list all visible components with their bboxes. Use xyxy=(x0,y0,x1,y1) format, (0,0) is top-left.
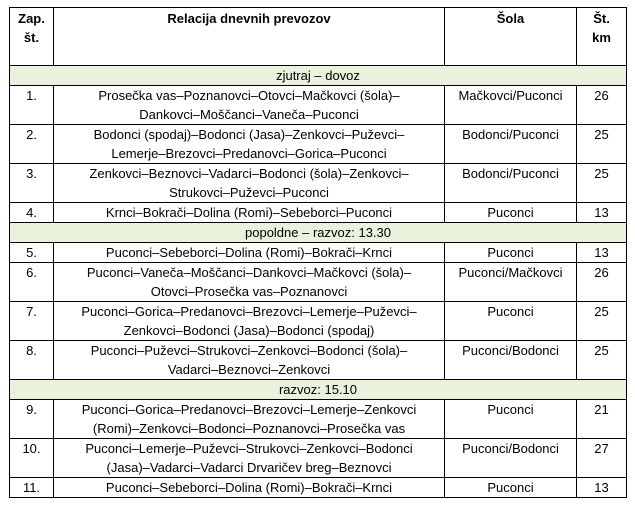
route-line: Puconci–Sebeborci–Dolina (Romi)–Bokrači–Krnci xyxy=(105,480,393,495)
route-cell xyxy=(54,263,445,302)
row-number: 6. xyxy=(10,263,54,302)
route-line: Puconci–Gorica–Predanovci–Brezovci–Lemerje–Zenkovci xyxy=(81,402,417,417)
route-cell xyxy=(54,243,445,263)
row-number: 9. xyxy=(10,400,54,439)
route-cell xyxy=(54,400,445,439)
route-line: (Jasa)–Vadarci–Vadarci Drvaričev breg–Beznovci xyxy=(106,460,392,475)
km-cell: 13 xyxy=(577,478,627,498)
section-title: popoldne – razvoz: 13.30 xyxy=(10,223,627,243)
schedule-body xyxy=(10,66,627,498)
row-number: 4. xyxy=(10,203,54,223)
km-cell: 26 xyxy=(577,263,627,302)
school-cell: Puconci xyxy=(445,203,577,223)
route-cell xyxy=(54,302,445,341)
school-cell: Puconci/Mačkovci xyxy=(445,263,577,302)
table-row xyxy=(10,203,627,223)
route-line: (Romi)–Zenkovci–Bodonci–Poznanovci–Prosečka vas xyxy=(92,421,406,436)
school-cell: Puconci xyxy=(445,400,577,439)
route-line: Krnci–Bokrači–Dolina (Romi)–Sebeborci–Puconci xyxy=(105,205,393,220)
header-km xyxy=(577,8,627,66)
km-cell: 25 xyxy=(577,341,627,380)
route-line: Puconci–Lemerje–Puževci–Strukovci–Zenkovci–Bodonci xyxy=(85,441,413,456)
row-number: 7. xyxy=(10,302,54,341)
table-row xyxy=(10,439,627,478)
km-cell: 26 xyxy=(577,86,627,125)
route-line: Zenkovci–Beznovci–Vadarci–Bodonci (šola)–Zenkovci– xyxy=(89,166,409,181)
row-number: 3. xyxy=(10,164,54,203)
school-cell: Bodonci/Puconci xyxy=(445,125,577,164)
km-cell: 25 xyxy=(577,302,627,341)
row-number: 5. xyxy=(10,243,54,263)
transport-schedule-table xyxy=(9,7,627,498)
row-number: 10. xyxy=(10,439,54,478)
route-line: Bodonci (spodaj)–Bodonci (Jasa)–Zenkovci–Puževci– xyxy=(93,127,405,142)
route-line: Otovci–Prosečka vas–Poznanovci xyxy=(150,284,348,299)
section-title: razvoz: 15.10 xyxy=(10,380,627,400)
school-cell: Bodonci/Puconci xyxy=(445,164,577,203)
route-line: Puconci–Vaneča–Moščanci–Dankovci–Mačkovci (šola)– xyxy=(86,265,412,280)
route-line: Dankovci–Moščanci–Vaneča–Puconci xyxy=(139,107,359,122)
route-line: Puconci–Puževci–Strukovci–Zenkovci–Bodonci (šola)– xyxy=(90,343,408,358)
route-cell xyxy=(54,341,445,380)
table-row xyxy=(10,341,627,380)
header-number xyxy=(10,8,54,66)
route-line: Puconci–Gorica–Predanovci–Brezovci–Lemerje–Puževci– xyxy=(81,304,417,319)
route-line: Prosečka vas–Poznanovci–Otovci–Mačkovci (šola)– xyxy=(98,88,400,103)
row-number: 2. xyxy=(10,125,54,164)
km-cell: 13 xyxy=(577,203,627,223)
route-line: Lemerje–Brezovci–Predanovci–Gorica–Puconci xyxy=(111,146,387,161)
table-row xyxy=(10,243,627,263)
header-school: Šola xyxy=(445,8,577,66)
school-cell: Mačkovci/Puconci xyxy=(445,86,577,125)
header-number-line: št. xyxy=(23,30,40,45)
header-km-line: km xyxy=(592,30,611,45)
section-header-row xyxy=(10,223,627,243)
row-number: 11. xyxy=(10,478,54,498)
header-number-line: Zap. xyxy=(18,11,45,26)
table-row xyxy=(10,263,627,302)
km-cell: 25 xyxy=(577,125,627,164)
school-cell: Puconci xyxy=(445,243,577,263)
route-line: Strukovci–Puževci–Puconci xyxy=(169,185,329,200)
table-row xyxy=(10,302,627,341)
school-cell: Puconci xyxy=(445,478,577,498)
school-cell: Puconci/Bodonci xyxy=(445,341,577,380)
km-cell: 27 xyxy=(577,439,627,478)
row-number: 1. xyxy=(10,86,54,125)
header-km-line: Št. xyxy=(593,11,610,26)
table-row xyxy=(10,86,627,125)
km-cell: 25 xyxy=(577,164,627,203)
km-cell: 21 xyxy=(577,400,627,439)
school-cell: Puconci/Bodonci xyxy=(445,439,577,478)
school-cell: Puconci xyxy=(445,302,577,341)
table-row xyxy=(10,400,627,439)
header-route: Relacija dnevnih prevozov xyxy=(54,8,445,66)
route-cell xyxy=(54,478,445,498)
section-title: zjutraj – dovoz xyxy=(10,66,627,86)
route-cell xyxy=(54,86,445,125)
route-cell xyxy=(54,164,445,203)
route-line: Puconci–Sebeborci–Dolina (Romi)–Bokrači–Krnci xyxy=(105,245,393,260)
table-row xyxy=(10,164,627,203)
route-line: Zenkovci–Bodonci (Jasa)–Bodonci (spodaj) xyxy=(123,323,375,338)
table-row xyxy=(10,125,627,164)
table-header-row xyxy=(10,8,627,66)
route-cell xyxy=(54,125,445,164)
km-cell: 13 xyxy=(577,243,627,263)
route-cell xyxy=(54,439,445,478)
section-header-row xyxy=(10,66,627,86)
route-line: Vadarci–Beznovci–Zenkovci xyxy=(167,362,331,377)
section-header-row xyxy=(10,380,627,400)
route-cell xyxy=(54,203,445,223)
table-row xyxy=(10,478,627,498)
row-number: 8. xyxy=(10,341,54,380)
